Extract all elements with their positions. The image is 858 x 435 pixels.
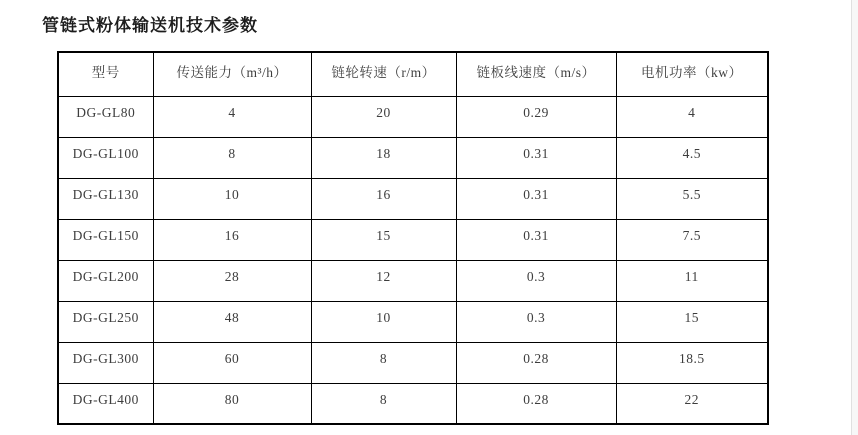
table-row: [58, 96, 768, 137]
model-cell: DG-GL400: [58, 383, 153, 424]
value-cell: 7.5: [616, 219, 768, 260]
page-title: 管链式粉体输送机技术参数: [42, 16, 258, 35]
value-cell: 8: [311, 383, 456, 424]
model-cell: DG-GL150: [58, 219, 153, 260]
value-cell: 10: [311, 301, 456, 342]
value-cell: 11: [616, 260, 768, 301]
value-cell: 8: [311, 342, 456, 383]
table-row: [58, 342, 768, 383]
value-cell: 60: [153, 342, 311, 383]
column-header: 链板线速度（m/s）: [456, 52, 616, 96]
value-cell: 15: [616, 301, 768, 342]
model-cell: DG-GL130: [58, 178, 153, 219]
value-cell: 0.28: [456, 342, 616, 383]
table-row: [58, 260, 768, 301]
value-cell: 0.31: [456, 219, 616, 260]
value-cell: 18.5: [616, 342, 768, 383]
value-cell: 22: [616, 383, 768, 424]
table-body: [58, 96, 768, 424]
value-cell: 5.5: [616, 178, 768, 219]
value-cell: 15: [311, 219, 456, 260]
value-cell: 4: [616, 96, 768, 137]
value-cell: 0.3: [456, 301, 616, 342]
value-cell: 8: [153, 137, 311, 178]
model-cell: DG-GL80: [58, 96, 153, 137]
header-row: [58, 52, 768, 96]
value-cell: 16: [311, 178, 456, 219]
value-cell: 80: [153, 383, 311, 424]
scrollbar[interactable]: [851, 0, 858, 435]
model-cell: DG-GL300: [58, 342, 153, 383]
value-cell: 16: [153, 219, 311, 260]
value-cell: 0.29: [456, 96, 616, 137]
value-cell: 0.31: [456, 178, 616, 219]
value-cell: 4.5: [616, 137, 768, 178]
column-header: 传送能力（m³/h）: [153, 52, 311, 96]
table-row: [58, 383, 768, 424]
column-header: 链轮转速（r/m）: [311, 52, 456, 96]
value-cell: 20: [311, 96, 456, 137]
value-cell: 10: [153, 178, 311, 219]
value-cell: 18: [311, 137, 456, 178]
value-cell: 48: [153, 301, 311, 342]
value-cell: 12: [311, 260, 456, 301]
value-cell: 0.3: [456, 260, 616, 301]
value-cell: 0.28: [456, 383, 616, 424]
table-row: [58, 137, 768, 178]
table-row: [58, 178, 768, 219]
table-row: [58, 219, 768, 260]
table-row: [58, 301, 768, 342]
model-cell: DG-GL250: [58, 301, 153, 342]
value-cell: 28: [153, 260, 311, 301]
column-header: 电机功率（kw）: [616, 52, 768, 96]
model-cell: DG-GL100: [58, 137, 153, 178]
value-cell: 0.31: [456, 137, 616, 178]
spec-table: [57, 51, 769, 425]
column-header: 型号: [58, 52, 153, 96]
value-cell: 4: [153, 96, 311, 137]
model-cell: DG-GL200: [58, 260, 153, 301]
